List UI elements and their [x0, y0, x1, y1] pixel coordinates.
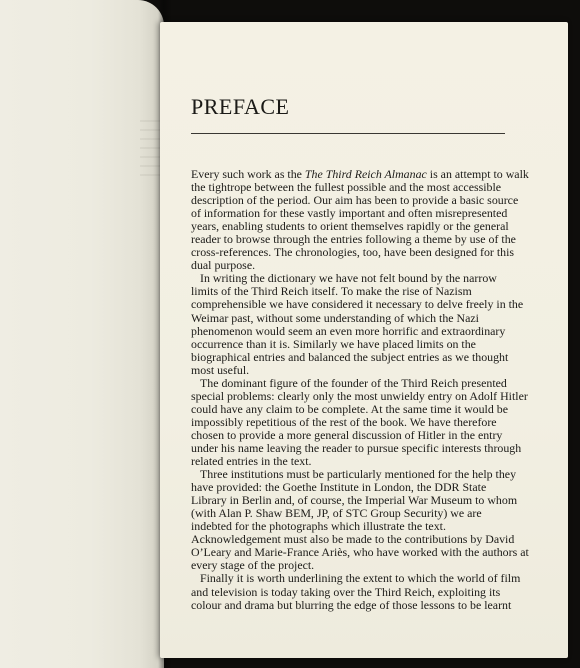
- page-title: PREFACE: [191, 94, 290, 119]
- text-segment: biographical entries and balanced the subject entries as we thought: [191, 349, 509, 364]
- text-segment: Every such work as the: [191, 167, 305, 181]
- text-segment: O’Leary and Marie-France Ariès, who have worked with the authors at: [191, 545, 529, 560]
- text-line: [191, 599, 513, 612]
- text-segment: colour and drama but blurring the edge of those lessons to be learnt: [191, 597, 512, 612]
- text-segment: impossibly repetitious of the rest of the book. We have therefore: [191, 414, 497, 429]
- show-through-text: [140, 120, 160, 180]
- text-segment: limits of the Third Reich itself. To make the rise of Nazism: [191, 284, 472, 299]
- text-segment: reader to browse through the entries following a theme by use of the: [191, 232, 516, 247]
- text-segment: and television is today taking over the Third Reich, exploiting its: [191, 584, 501, 599]
- text-segment: Three institutions must be particularly mentioned for the help they: [200, 467, 517, 482]
- text-segment: Acknowledgement must also be made to the contributions by David: [191, 532, 515, 547]
- text-segment: special problems: clearly only the most unwieldy entry on Adolf Hitler: [191, 388, 528, 403]
- text-segment: phenomenon would seem an even more horrific and extraordinary: [191, 323, 506, 338]
- text-segment: occurrence than it is. Similarly we have placed limits on the: [191, 336, 476, 351]
- text-segment: the tightrope between the fullest possible and the most accessible: [191, 180, 502, 195]
- text-segment: comprehensible we have considered it necessary to delve freely in the: [191, 297, 524, 312]
- text-segment: In writing the dictionary we have not felt bound by the narrow: [200, 271, 497, 286]
- text-segment: of information for these vastly important and often misrepresented: [191, 206, 508, 221]
- text-segment: Finally it is worth underlining the extent to which the world of film: [200, 571, 521, 586]
- text-segment: cross-references. The chronologies, too, have been designed for this: [191, 245, 515, 260]
- text-segment: Weimar past, without some understanding of which the Nazi: [191, 310, 479, 325]
- text-segment: years, enabling students to orient themselves rapidly or the general: [191, 219, 509, 234]
- text-segment: indebted for the photographs which illustrate the text.: [191, 519, 446, 534]
- text-segment: most useful.: [191, 362, 250, 377]
- text-segment: Library in Berlin and, of course, the Imperial War Museum to whom: [191, 493, 518, 508]
- text-segment: The dominant figure of the founder of the Third Reich presented: [200, 375, 507, 390]
- text-segment: have provided: the Goethe Institute in London, the DDR State: [191, 480, 487, 495]
- text-segment: chosen to provide a more general discussion of Hitler in the entry: [191, 427, 503, 442]
- book-title-italic: The Third Reich Almanac: [304, 167, 427, 181]
- text-segment: is an attempt to walk: [426, 167, 529, 181]
- text-segment: (with Alan P. Shaw BEM, JP, of STC Group Security) we are: [191, 506, 482, 521]
- text-segment: under his name leaving the reader to pursue specific interests through: [191, 440, 522, 455]
- text-segment: dual purpose.: [191, 258, 256, 273]
- preface-body: [191, 167, 529, 612]
- title-rule: [191, 133, 505, 134]
- text-segment: related entries in the text.: [191, 454, 312, 469]
- text-segment: could have any claim to be complete. At the same time it would be: [191, 401, 508, 416]
- text-segment: every stage of the project.: [191, 558, 315, 573]
- text-segment: description of the period. Our aim has been to provide a basic source: [191, 193, 519, 208]
- left-page: [0, 0, 164, 668]
- right-page: [160, 22, 568, 658]
